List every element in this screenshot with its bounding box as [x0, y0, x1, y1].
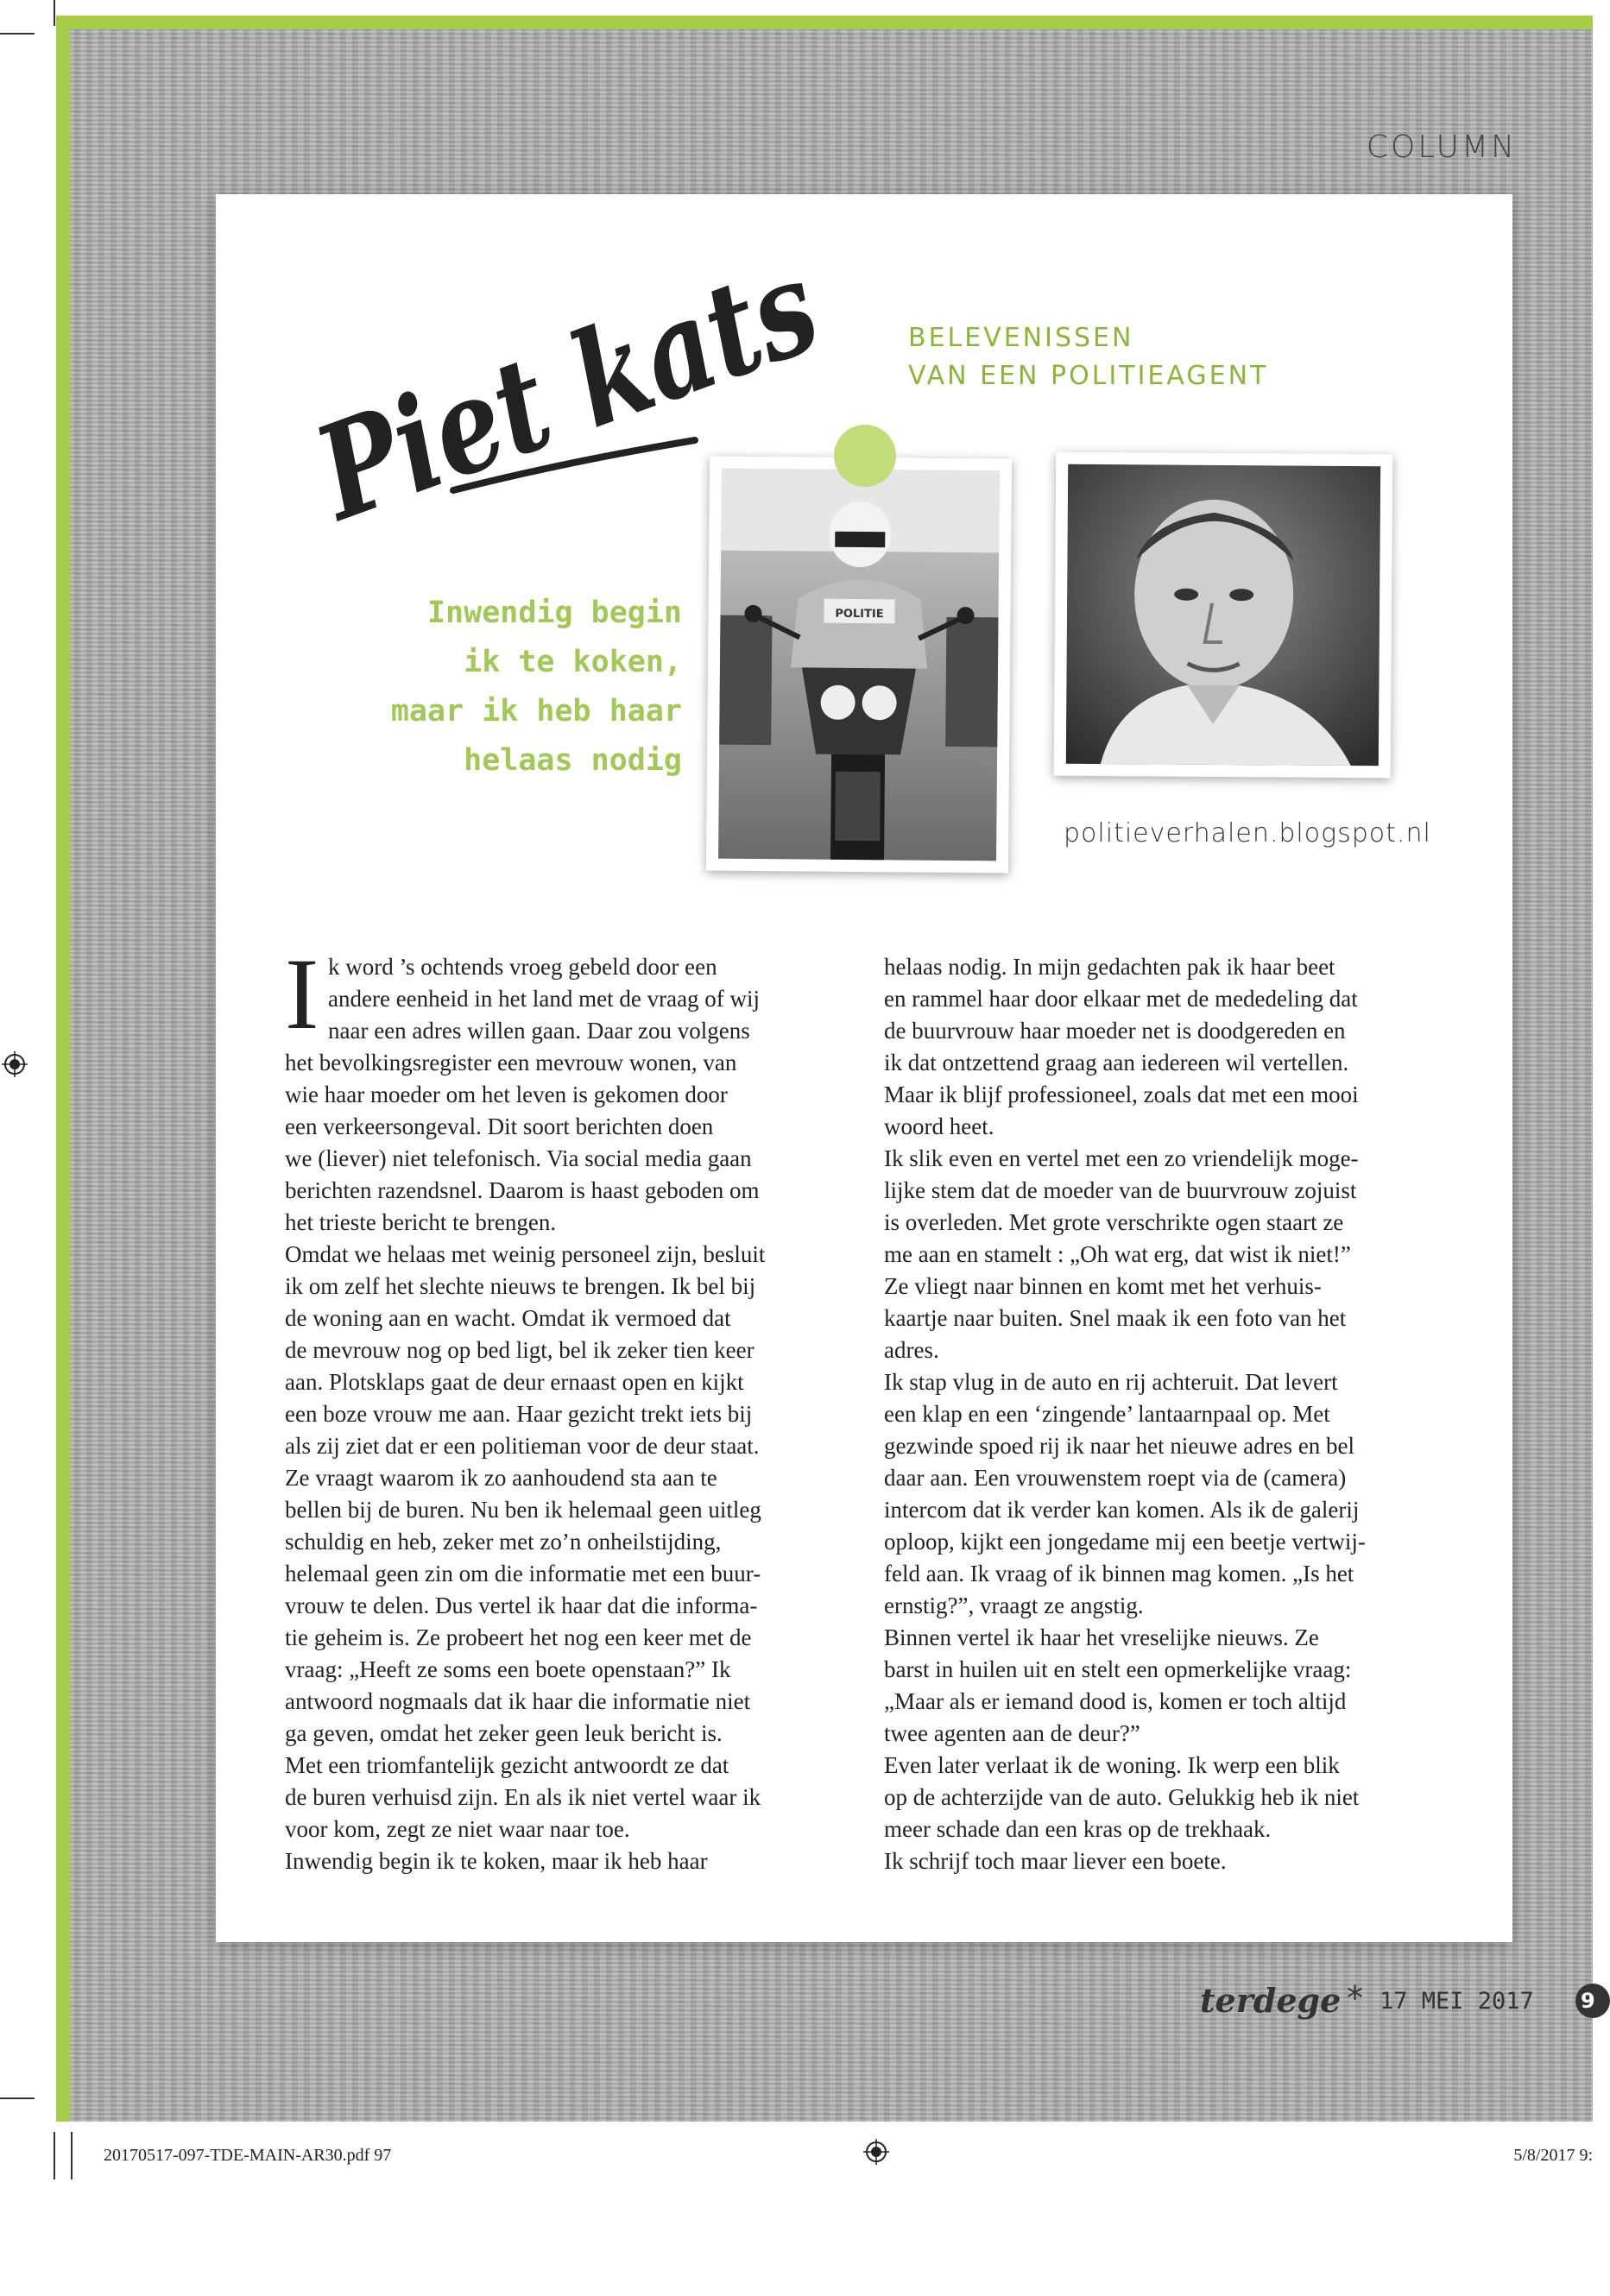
article-line: Ik slik even en vertel met een zo vriendelijk moge-: [884, 1145, 1359, 1171]
article-line: is overleden. Met grote verschrikte ogen staart ze: [884, 1209, 1344, 1235]
article-line: Maar ik blijf professioneel, zoals dat met een mooi: [884, 1082, 1359, 1107]
article-line: ernstig?”, vraagt ze angstig.: [884, 1593, 1144, 1618]
accent-dot: [834, 425, 896, 487]
article-line: het trieste bericht te brengen.: [285, 1209, 557, 1235]
article-line: gezwinde spoed rij ik naar het nieuwe adres en bel: [884, 1433, 1355, 1459]
article-line: kaartje naar buiten. Snel maak ik een foto van het: [884, 1305, 1347, 1331]
article-line: Binnen vertel ik haar het vreselijke nieuws. Ze: [884, 1624, 1319, 1650]
article-line: tie geheim is. Ze probeert het nog een keer met de: [285, 1624, 752, 1650]
article-line: schuldig en heb, zeker met zo’n onheilstijding,: [285, 1529, 722, 1555]
article-line: woord heet.: [884, 1113, 994, 1139]
pull-quote-line: maar ik heb haar: [390, 694, 682, 729]
print-slug-timestamp: 5/8/2017 9:: [1513, 2146, 1593, 2165]
article-line: antwoord nogmaals dat ik haar die informatie niet: [285, 1688, 751, 1714]
article-line: Inwendig begin ik te koken, maar ik heb haar: [285, 1848, 708, 1874]
blog-url-link[interactable]: politieverhalen.blogspot.nl: [1064, 818, 1431, 848]
article-line: naar een adres willen gaan. Daar zou volgens: [328, 1018, 750, 1044]
portrait-photo: [1054, 452, 1393, 779]
article-line: helaas nodig. In mijn gedachten pak ik haar beet: [884, 954, 1335, 980]
print-slug-file: 20170517-097-TDE-MAIN-AR30.pdf 97: [104, 2146, 392, 2165]
article-line: Ze vliegt naar binnen en komt met het verhuis-: [884, 1273, 1322, 1299]
registration-mark-icon: [863, 2139, 889, 2165]
article-line: twee agenten aan de deur?”: [884, 1720, 1140, 1746]
motorcycle-image: [718, 469, 1000, 861]
article-line: de buren verhuisd zijn. En als ik niet vertel waar ik: [285, 1784, 761, 1810]
article-line: lijke stem dat de moeder van de buurvrouw zojuist: [884, 1177, 1357, 1203]
article-line: Even later verlaat ik de woning. Ik werp een blik: [884, 1752, 1340, 1778]
portrait-image: [1066, 464, 1380, 766]
article-line: helemaal geen zin om die informatie met een buur-: [285, 1561, 761, 1586]
article-line: een boze vrouw me aan. Haar gezicht trekt iets bij: [285, 1401, 753, 1427]
article-line: de woning aan en wacht. Omdat ik vermoed dat: [285, 1305, 731, 1331]
article-line: feld aan. Ik vraag of ik binnen mag komen. „Is het: [884, 1561, 1354, 1586]
article-line: Met een triomfantelijk gezicht antwoordt ze dat: [285, 1752, 729, 1778]
article-line: vrouw te delen. Dus vertel ik haar dat die informa-: [285, 1593, 758, 1618]
motorcycle-photo: [706, 456, 1012, 873]
issue-date: 17 MEI 2017: [1380, 1988, 1534, 2015]
article-column-left: [285, 937, 842, 1877]
crop-mark: [0, 33, 35, 35]
article-line: bellen bij de buren. Nu ben ik helemaal geen uitleg: [285, 1497, 761, 1523]
article-line: barst in huilen uit en stelt een opmerkelijke vraag:: [884, 1656, 1352, 1682]
article-line: oploop, kijkt een jongedame mij een beetje vertwij-: [884, 1529, 1366, 1555]
article-line: voor kom, zegt ze niet waar naar toe.: [285, 1816, 630, 1842]
article-line: Ik stap vlug in de auto en rij achteruit. Dat levert: [884, 1369, 1338, 1395]
crop-mark: [54, 2132, 55, 2179]
article-line: ik om zelf het slechte nieuws te brengen. Ik bel bij: [285, 1273, 756, 1299]
article-line: intercom dat ik verder kan komen. Als ik de galerij: [884, 1497, 1360, 1523]
subtitle-line-1: BELEVENISSEN: [908, 323, 1134, 353]
article-line: daar aan. Een vrouwenstem roept via de (camera): [884, 1465, 1347, 1491]
article-line: de buurvrouw haar moeder net is doodgereden en: [884, 1018, 1346, 1044]
registration-mark-icon: [2, 1051, 28, 1077]
pull-quote-line: ik te koken,: [464, 645, 682, 679]
article-line: een verkeersongeval. Dit soort berichten doen: [285, 1113, 714, 1139]
article-line: andere eenheid in het land met de vraag of wij: [328, 986, 761, 1012]
article-line: een klap en een ‘zingende’ lantaarnpaal op. Met: [884, 1401, 1330, 1427]
article-line: adres.: [884, 1337, 939, 1363]
pull-quote-line: Inwendig begin: [426, 596, 682, 630]
pull-quote: [328, 589, 682, 785]
svg-text:Piet kats: Piet kats: [298, 187, 952, 551]
article-line: als zij ziet dat er een politieman voor de deur staat.: [285, 1433, 760, 1459]
article-line: wie haar moeder om het leven is gekomen door: [285, 1082, 728, 1107]
subtitle-line-2: VAN EEN POLITIEAGENT: [908, 361, 1269, 391]
article-line: vraag: „Heeft ze soms een boete openstaan?” Ik: [285, 1656, 731, 1682]
article-line: aan. Plotsklaps gaat de deur ernaast open en kijkt: [285, 1369, 744, 1395]
article-line: Omdat we helaas met weinig personeel zijn, besluit: [285, 1241, 766, 1267]
crop-mark: [54, 0, 55, 26]
article-line: Ik schrijf toch maar liever een boete.: [884, 1848, 1227, 1874]
column-subtitle: [908, 319, 1268, 395]
footer-separator: *: [1347, 1979, 1363, 2017]
article-line: ga geven, omdat het zeker geen leuk bericht is.: [285, 1720, 723, 1746]
article-line: me aan en stamelt : „Oh wat erg, dat wist ik niet!”: [884, 1241, 1351, 1267]
article-line: meer schade dan een kras op de trekhaak.: [884, 1816, 1272, 1842]
article-line: k word ’s ochtends vroeg gebeld door een: [328, 954, 717, 980]
crop-mark: [71, 2132, 73, 2179]
article-column-right: [884, 951, 1445, 1877]
article-line: „Maar als er iemand dood is, komen er toch altijd: [884, 1688, 1347, 1714]
crop-mark: [0, 2097, 35, 2099]
article-line: het bevolkingsregister een mevrouw wonen, van: [285, 1050, 737, 1075]
article-line: berichten razendsnel. Daarom is haast geboden om: [285, 1177, 760, 1203]
accent-bar-left: [56, 16, 70, 2122]
accent-bar-top: [56, 16, 1593, 29]
magazine-brand: terdege: [1200, 1981, 1342, 2020]
article-line: Ze vraagt waarom ik zo aanhoudend sta aan te: [285, 1465, 717, 1491]
pull-quote-line: helaas nodig: [464, 743, 682, 778]
article-line: op de achterzijde van de auto. Gelukkig heb ik niet: [884, 1784, 1360, 1810]
page-number: 9: [1575, 1984, 1610, 2018]
article-line: de mevrouw nog op bed ligt, bel ik zeker tien keer: [285, 1337, 754, 1363]
article-line: we (liever) niet telefonisch. Via social media gaan: [285, 1145, 752, 1171]
article-line: en rammel haar door elkaar met de mededeling dat: [884, 986, 1358, 1012]
drop-cap: I: [285, 937, 319, 1050]
section-label: COLUMN: [1366, 129, 1517, 165]
svg-text:POLITIE: POLITIE: [835, 607, 884, 621]
article-line: ik dat ontzettend graag aan iedereen wil vertellen.: [884, 1050, 1349, 1075]
